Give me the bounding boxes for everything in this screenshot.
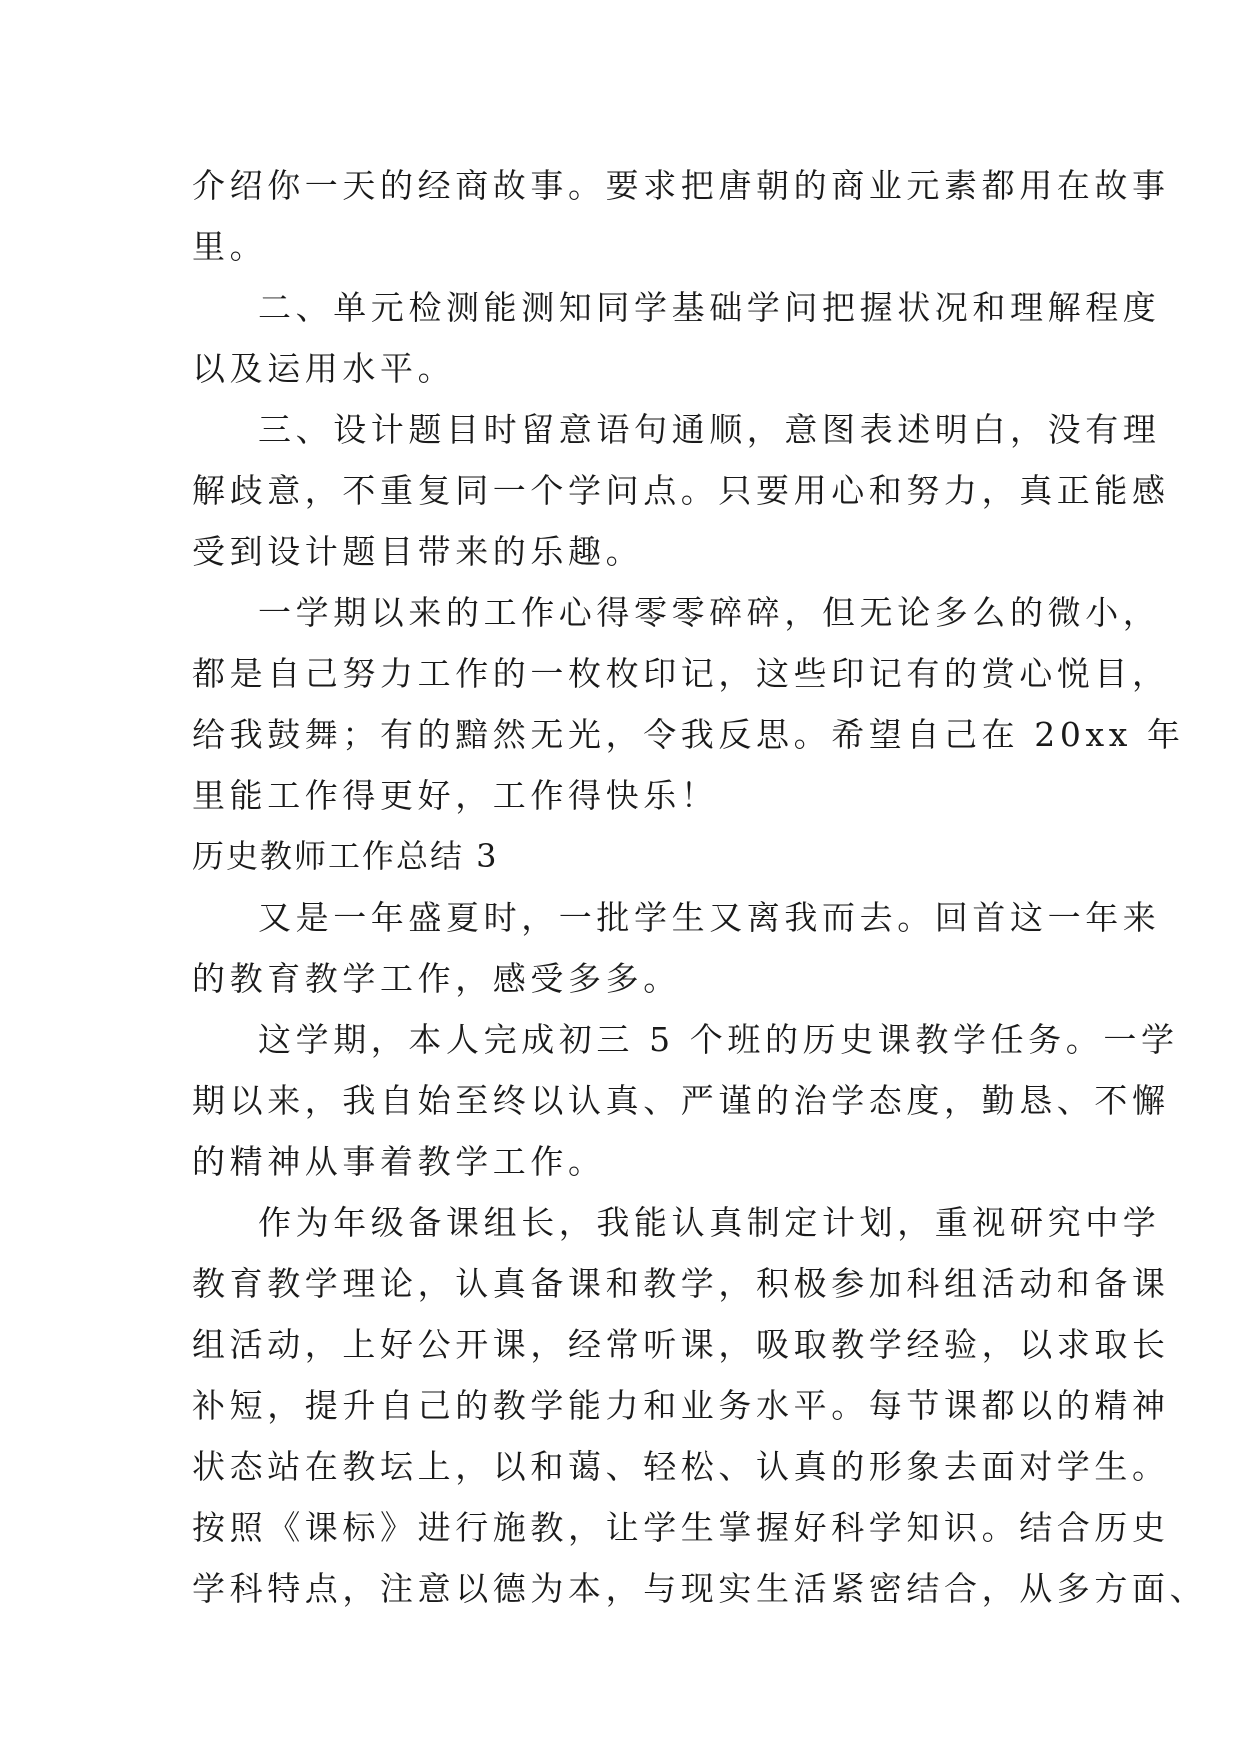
text-line: 给我鼓舞；有的黯然无光，令我反思。希望自己在 20xx 年 bbox=[192, 715, 1185, 754]
section-heading: 历史教师工作总结 3 bbox=[192, 837, 499, 875]
text-line: 学科特点，注意以德为本，与现实生活紧密结合，从多方面、 bbox=[192, 1569, 1208, 1608]
text-line: 补短，提升自己的教学能力和业务水平。每节课都以的精神 bbox=[192, 1386, 1170, 1425]
text-line: 组活动，上好公开课，经常听课，吸取教学经验，以求取长 bbox=[192, 1325, 1170, 1364]
text-line: 里。 bbox=[192, 227, 268, 266]
text-line: 三、设计题目时留意语句通顺，意图表述明白，没有理 bbox=[258, 410, 1161, 449]
text-line: 以及运用水平。 bbox=[192, 349, 456, 388]
text-line: 一学期以来的工作心得零零碎碎，但无论多么的微小， bbox=[258, 593, 1161, 632]
text-line: 二、单元检测能测知同学基础学问把握状况和理解程度 bbox=[258, 288, 1161, 327]
text-line: 状态站在教坛上，以和蔼、轻松、认真的形象去面对学生。 bbox=[192, 1447, 1170, 1486]
text-line: 期以来，我自始至终以认真、严谨的治学态度，勤恳、不懈 bbox=[192, 1081, 1170, 1120]
text-line: 的教育教学工作，感受多多。 bbox=[192, 959, 681, 998]
text-line: 受到设计题目带来的乐趣。 bbox=[192, 532, 644, 571]
text-line: 解歧意，不重复同一个学问点。只要用心和努力，真正能感 bbox=[192, 471, 1170, 510]
text-line: 教育教学理论，认真备课和教学，积极参加科组活动和备课 bbox=[192, 1264, 1170, 1303]
text-line: 介绍你一天的经商故事。要求把唐朝的商业元素都用在故事 bbox=[192, 166, 1170, 205]
text-line: 都是自己努力工作的一枚枚印记，这些印记有的赏心悦目， bbox=[192, 654, 1170, 693]
text-line: 的精神从事着教学工作。 bbox=[192, 1142, 606, 1181]
text-line: 作为年级备课组长，我能认真制定计划，重视研究中学 bbox=[258, 1203, 1161, 1242]
text-line: 这学期，本人完成初三 5 个班的历史课教学任务。一学 bbox=[258, 1020, 1179, 1059]
text-line: 按照《课标》进行施教，让学生掌握好科学知识。结合历史 bbox=[192, 1508, 1170, 1547]
text-line: 里能工作得更好，工作得快乐！ bbox=[192, 776, 719, 815]
text-line: 又是一年盛夏时，一批学生又离我而去。回首这一年来 bbox=[258, 898, 1161, 937]
document-body bbox=[192, 155, 1208, 1619]
